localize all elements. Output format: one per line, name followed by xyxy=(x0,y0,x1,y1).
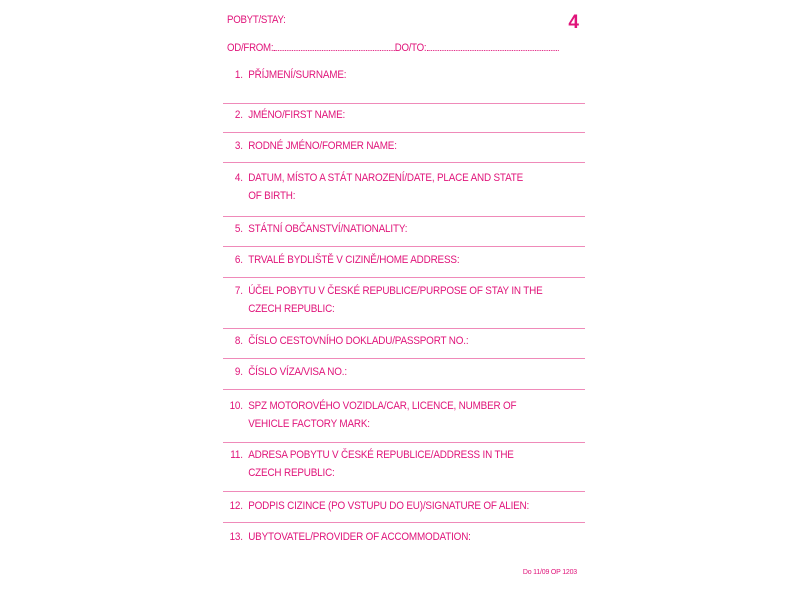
field-label xyxy=(223,169,574,187)
field-number: 8. xyxy=(234,335,243,347)
field-label xyxy=(223,332,574,350)
field-rule xyxy=(223,358,585,359)
field-line1: ČÍSLO VÍZA/VISA NO.: xyxy=(248,366,347,378)
field-line1: PŘÍJMENÍ/SURNAME: xyxy=(248,69,347,81)
field-rule xyxy=(223,442,585,443)
field-label-continued: OF BIRTH: xyxy=(248,190,296,202)
field-label xyxy=(223,446,574,464)
field-former-name xyxy=(223,137,580,155)
field-number: 3. xyxy=(234,140,243,152)
field-nationality xyxy=(223,220,580,238)
field-label-continued: CZECH REPUBLIC: xyxy=(248,303,335,315)
field-number: 9. xyxy=(234,366,243,378)
field-number: 10. xyxy=(229,400,243,412)
form-code: Do 11/09 OP 1203 xyxy=(522,569,577,576)
field-label xyxy=(223,137,574,155)
field-label xyxy=(223,66,574,84)
field-label xyxy=(223,251,574,269)
field-visa-no xyxy=(223,363,580,381)
field-date-place-birth xyxy=(223,169,580,205)
field-line1: ADRESA POBYTU V ČESKÉ REPUBLICE/ADDRESS IN THE xyxy=(248,449,514,461)
field-number: 13. xyxy=(229,531,243,543)
field-address-in-czech xyxy=(223,446,580,482)
to-dotted-line xyxy=(426,41,558,51)
field-surname xyxy=(223,66,580,84)
field-number: 12. xyxy=(229,500,243,512)
form-number: 4 xyxy=(568,12,579,33)
field-rule xyxy=(223,522,585,523)
field-line1: DATUM, MÍSTO A STÁT NAROZENÍ/DATE, PLACE AND STATE xyxy=(248,172,524,184)
field-line1: TRVALÉ BYDLIŠTĚ V CIZINĚ/HOME ADDRESS: xyxy=(248,254,460,266)
from-label: OD/FROM: xyxy=(227,42,274,54)
field-line1: SPZ MOTOROVÉHO VOZIDLA/CAR, LICENCE, NUMBER OF xyxy=(248,400,517,412)
field-line1: JMÉNO/FIRST NAME: xyxy=(248,109,346,121)
field-car-licence xyxy=(223,397,580,433)
field-rule xyxy=(223,277,585,278)
field-line1: STÁTNÍ OBČANSTVÍ/NATIONALITY: xyxy=(248,223,408,235)
field-rule xyxy=(223,246,585,247)
field-number: 1. xyxy=(234,69,243,81)
field-rule xyxy=(223,216,585,217)
field-line1: UBYTOVATEL/PROVIDER OF ACCOMMODATION: xyxy=(248,531,471,543)
field-rule xyxy=(223,328,585,329)
from-dotted-line xyxy=(273,41,394,51)
field-rule xyxy=(223,132,585,133)
field-line1: RODNÉ JMÉNO/FORMER NAME: xyxy=(248,140,397,152)
field-label xyxy=(223,363,574,381)
field-home-address xyxy=(223,251,580,269)
registration-form xyxy=(223,0,585,600)
field-label xyxy=(223,528,574,546)
to-label: DO/TO: xyxy=(394,42,427,54)
field-rule xyxy=(223,491,585,492)
field-rule xyxy=(223,389,585,390)
field-first-name xyxy=(223,106,580,124)
field-label-continued: VEHICLE FACTORY MARK: xyxy=(248,418,370,430)
field-provider-of-accommodation xyxy=(223,528,580,546)
field-label xyxy=(223,497,574,515)
field-rule xyxy=(223,103,585,104)
stay-label: POBYT/STAY: xyxy=(227,14,286,26)
field-line1: PODPIS CIZINCE (PO VSTUPU DO EU)/SIGNATURE OF ALIEN: xyxy=(248,500,530,512)
field-label xyxy=(223,282,574,300)
field-label xyxy=(223,220,574,238)
field-line1: ÚČEL POBYTU V ČESKÉ REPUBLICE/PURPOSE OF STAY IN THE xyxy=(248,285,543,297)
field-label-continued: CZECH REPUBLIC: xyxy=(248,467,335,479)
field-number: 11. xyxy=(230,449,243,461)
field-signature xyxy=(223,497,580,515)
field-label xyxy=(223,106,574,124)
field-purpose-of-stay xyxy=(223,282,580,318)
field-rule xyxy=(223,162,585,163)
field-number: 7. xyxy=(234,285,243,297)
period-line xyxy=(227,41,558,54)
field-number: 2. xyxy=(234,109,243,121)
field-line1: ČÍSLO CESTOVNÍHO DOKLADU/PASSPORT NO.: xyxy=(248,335,469,347)
field-passport-no xyxy=(223,332,580,350)
field-number: 5. xyxy=(234,223,243,235)
field-number: 4. xyxy=(234,172,243,184)
field-label xyxy=(223,397,574,415)
field-number: 6. xyxy=(234,254,243,266)
